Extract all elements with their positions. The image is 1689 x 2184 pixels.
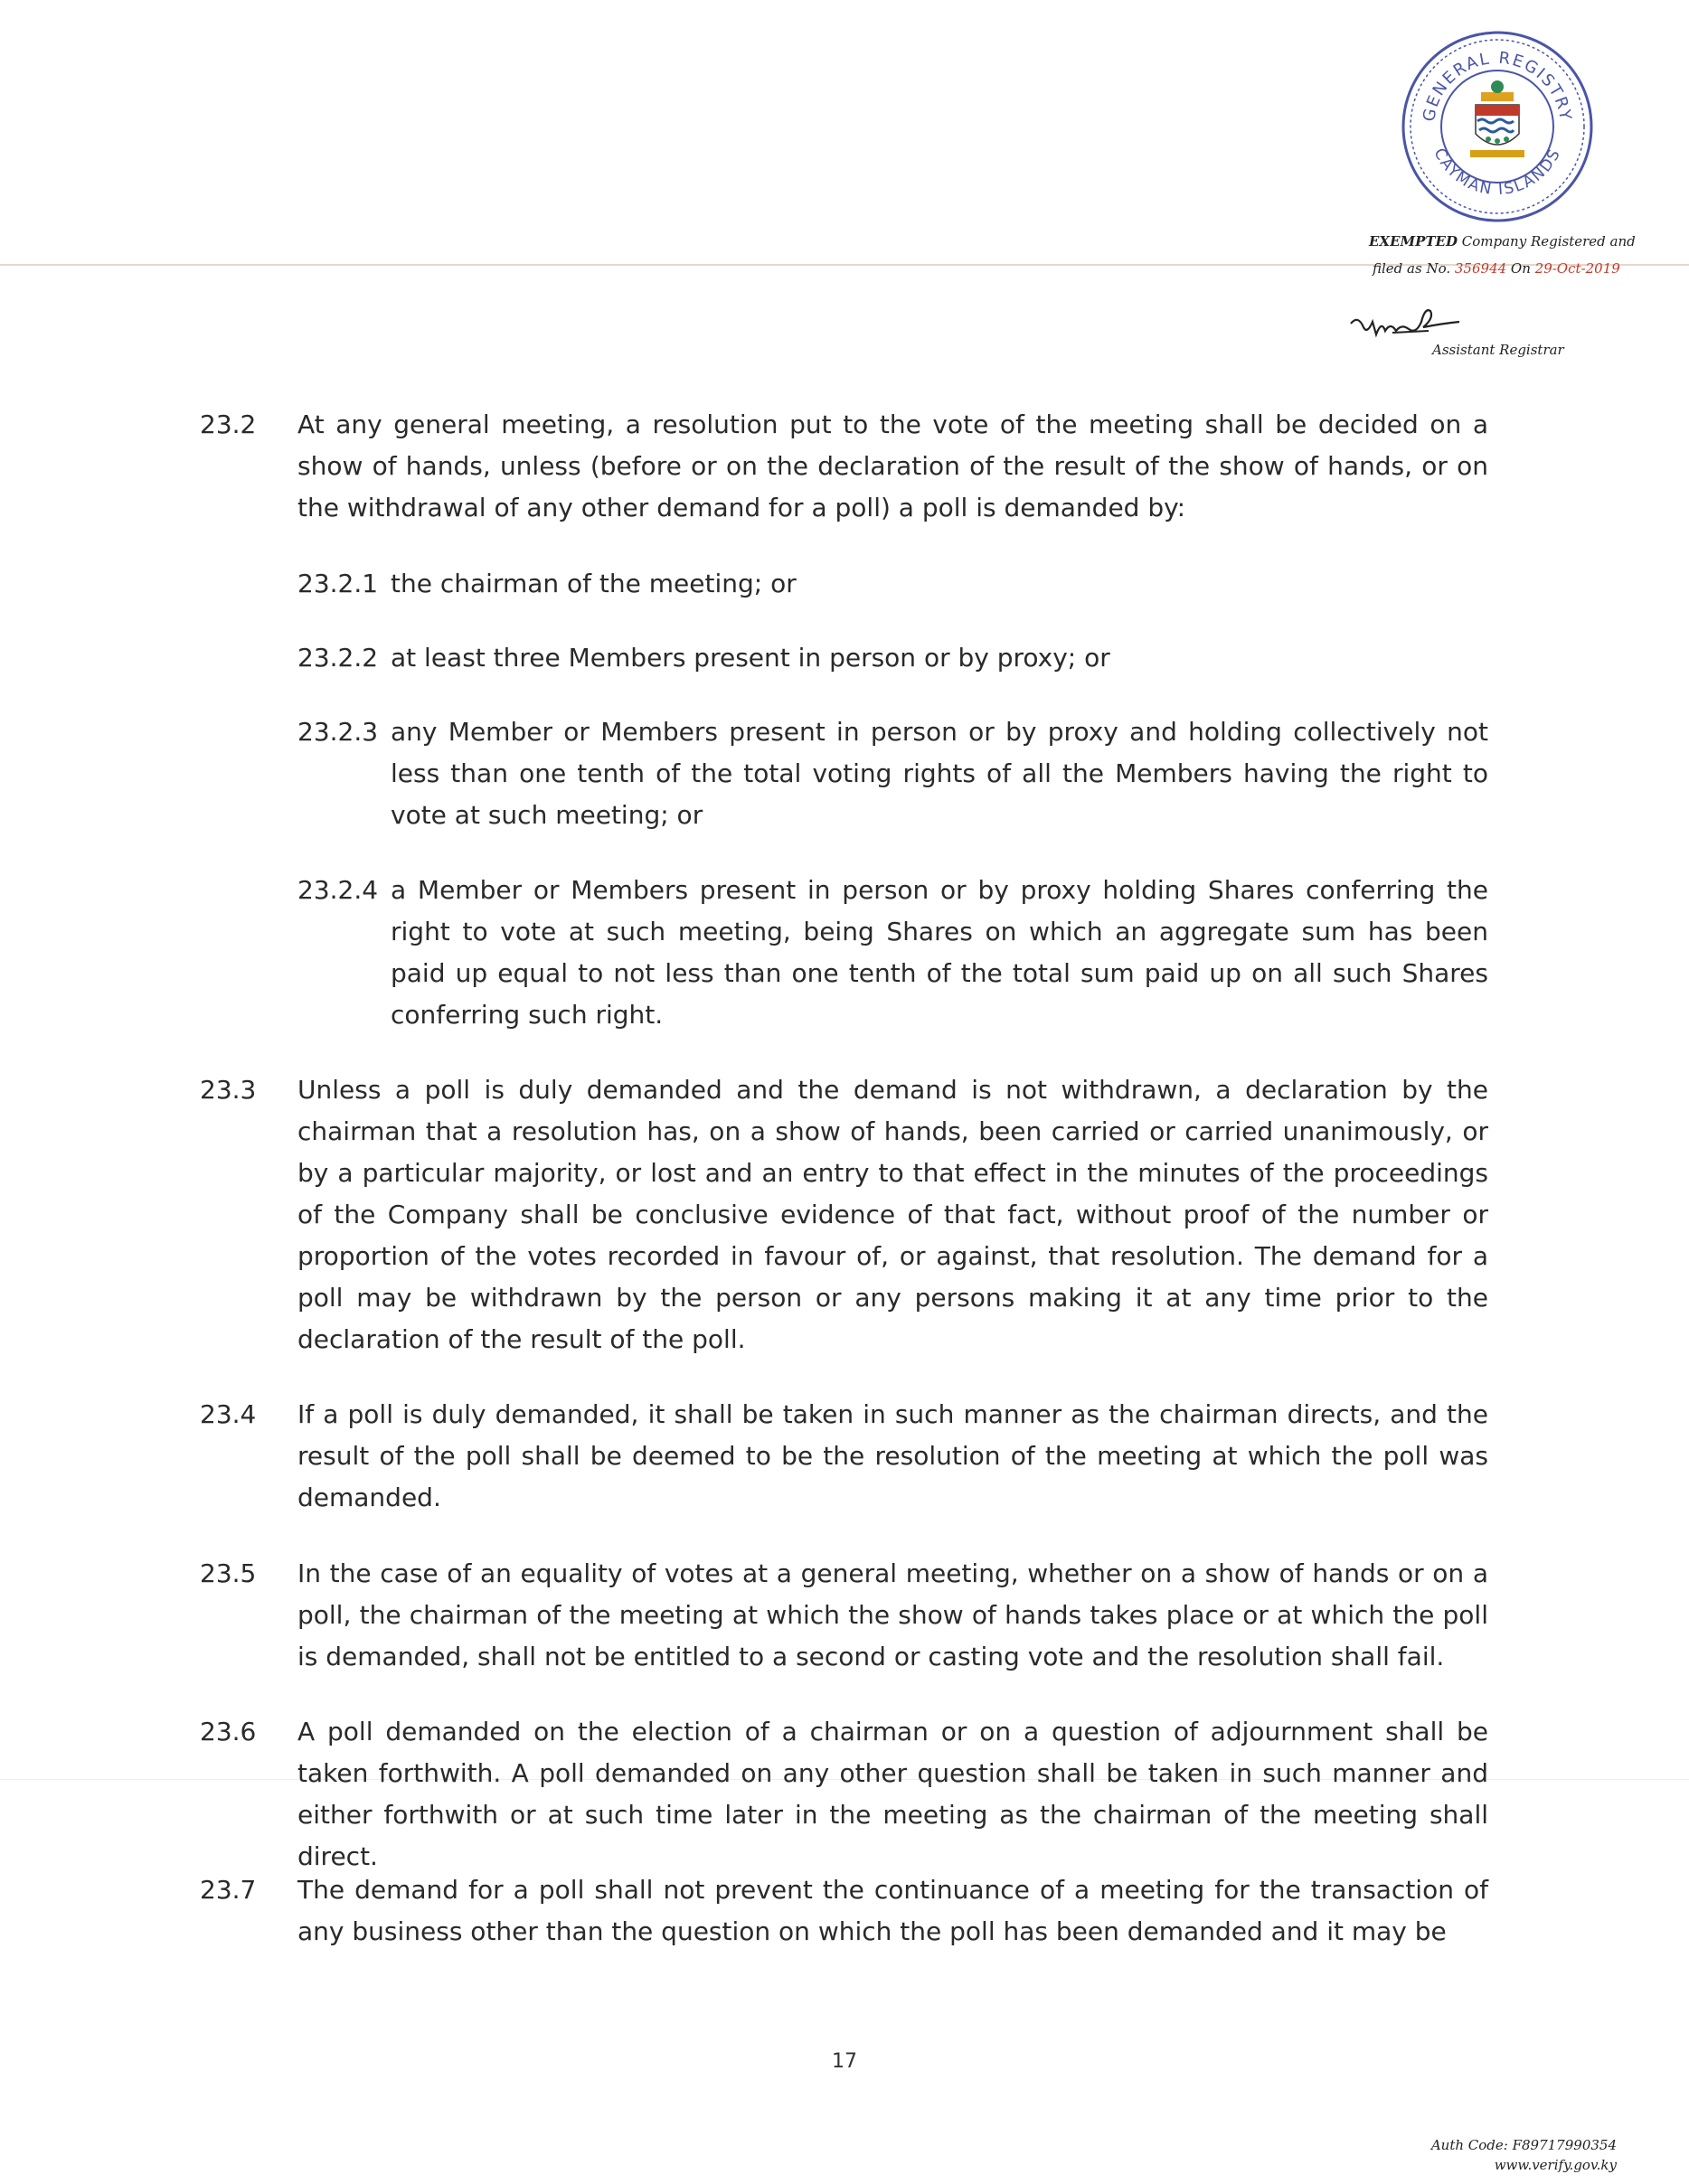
- subclause-text: at least three Members present in person or by proxy; or: [391, 643, 1110, 673]
- clause-number: 23.2: [200, 410, 257, 439]
- subclause-number: 23.2.3: [297, 717, 379, 747]
- signature-title: Assistant Registrar: [1432, 342, 1564, 358]
- subclause-text: a Member or Members present in person or by proxy holding Shares conferring the right to vote at such meeting, being Shares on which an aggregate sum has been paid up equal to not less than one tenth of the total sum paid up on all such Shares conferring such right.: [391, 875, 1488, 1030]
- clause-number: 23.3: [200, 1075, 257, 1105]
- registration-date: 29-Oct-2019: [1534, 260, 1620, 277]
- clause-text: Unless a poll is duly demanded and the demand is not withdrawn, a declaration by the chairman that a resolution has, on a show of hands, been carried or carried unanimously, or by a particular majority, or lost and an entry to that effect in the minutes of the proceedings of the Company shall be conclusive evidence of that fact, without proof of the number or proportion of the votes recorded in favour of, or against, that resolution. The demand for a poll may be withdrawn by the person or any persons making it at any time prior to the declaration of the result of the poll.: [297, 1075, 1488, 1354]
- subclause-number: 23.2.4: [297, 875, 379, 905]
- clause-number: 23.5: [200, 1558, 257, 1588]
- registered-text: Company Registered and: [1458, 233, 1636, 249]
- coat-of-arms-icon: [1470, 80, 1524, 157]
- registrar-signature: [1347, 297, 1478, 346]
- subclause-number: 23.2.1: [297, 569, 379, 598]
- clause-number: 23.7: [200, 1875, 257, 1905]
- verify-website[interactable]: www.verify.gov.ky: [1494, 2157, 1617, 2173]
- clause-text: In the case of an equality of votes at a general meeting, whether on a show of hands or on a poll, the chairman of the meeting at which the show of hands takes place or at which the poll is demanded, shall not be entitled to a second or casting vote and the resolution shall fail.: [297, 1558, 1488, 1671]
- clause-text: At any general meeting, a resolution put to the vote of the meeting shall be decided on a show of hands, unless (before or on the declaration of the result of the show of hands, or on the withdrawal of any other demand for a poll) a poll is demanded by:: [297, 410, 1488, 522]
- clause-number: 23.6: [200, 1717, 257, 1746]
- auth-code: Auth Code: F89717990354: [1430, 2137, 1617, 2153]
- seal-bottom-text: CAYMAN ISLANDS: [1430, 145, 1565, 200]
- clause-text: If a poll is duly demanded, it shall be taken in such manner as the chairman directs, and the result of the poll shall be deemed to be the resolution of the meeting at which the poll was demanded.: [297, 1399, 1488, 1512]
- page-number: 17: [832, 2050, 857, 2073]
- clause-text: The demand for a poll shall not prevent the continuance of a meeting for the transaction of any business other than the question on which the poll has been demanded and it may be: [297, 1875, 1488, 1946]
- seal-top-text: GENERAL REGISTRY: [1419, 48, 1575, 124]
- subclause-number: 23.2.2: [297, 643, 379, 673]
- registration-stamp-line-2: [1373, 260, 1620, 277]
- filed-as-text: filed as No.: [1373, 260, 1455, 277]
- on-text: On: [1506, 260, 1535, 277]
- registration-number: 356944: [1454, 260, 1507, 277]
- clause-text: A poll demanded on the election of a chairman or on a question of adjournment shall be taken forthwith. A poll demanded on any other question shall be taken in such manner and either forthwith or at such time later in the meeting as the chairman of the meeting shall direct.: [297, 1717, 1488, 1871]
- subclause-text: the chairman of the meeting; or: [391, 569, 797, 598]
- general-registry-seal: [1398, 27, 1597, 226]
- subclause-text: any Member or Members present in person or by proxy and holding collectively not less than one tenth of the total voting rights of all the Members having the right to vote at such meeting; or: [391, 717, 1488, 830]
- exempted-label: EXEMPTED: [1369, 233, 1458, 249]
- clause-number: 23.4: [200, 1399, 257, 1429]
- registration-stamp-line-1: [1369, 233, 1636, 249]
